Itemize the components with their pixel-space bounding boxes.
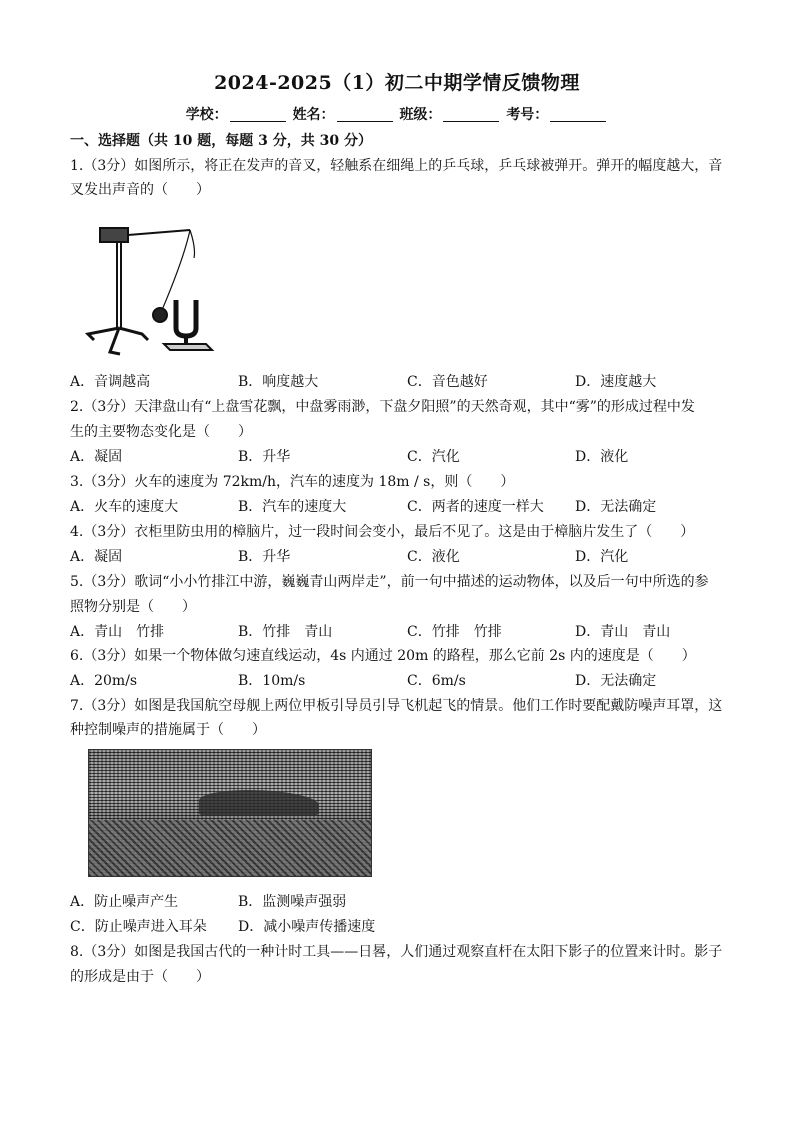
q3-option-d[interactable]: D．无法确定 [575, 499, 657, 515]
q4-option-c[interactable]: C．液化 [407, 549, 460, 565]
deck-texture [89, 820, 371, 876]
q5-option-b[interactable]: B．竹排 青山 [238, 624, 333, 640]
tuning-fork-pingpong-figure [80, 218, 220, 363]
name-blank[interactable] [337, 107, 393, 122]
name-label: 姓名： [292, 107, 335, 123]
q6-stem-line1: 6.（3分）如果一个物体做匀速直线运动，4s 内通过 20m 的路程，那么它前 2s 内的速度是（ ） [70, 648, 696, 664]
section-heading: 一、选择题（共 10 题，每题 3 分，共 30 分） [70, 133, 372, 149]
q5-option-c[interactable]: C．竹排 竹排 [407, 624, 502, 640]
q4-option-a[interactable]: A．凝固 [70, 549, 123, 565]
q5-stem-line2: 照物分别是（ ） [70, 599, 196, 615]
student-info-line [0, 104, 794, 124]
q8-stem-line1: 8.（3分）如图是我国古代的一种计时工具——日晷，人们通过观察直杆在太阳下影子的位置来计时。影子 [70, 944, 723, 960]
q7-stem-line1: 7.（3分）如图是我国航空母舰上两位甲板引导员引导飞机起飞的情景。他们工作时要配戴防噪声耳罩，这 [70, 698, 723, 714]
class-label: 班级： [399, 107, 442, 123]
exam-no-blank[interactable] [550, 107, 606, 122]
q5-option-a[interactable]: A．青山 竹排 [70, 624, 165, 640]
aircraft-shape [199, 790, 319, 816]
q7-option-d[interactable]: D．减小噪声传播速度 [238, 919, 376, 935]
page-title: 2024-2025（1）初二中期学情反馈物理 [214, 72, 580, 94]
q4-option-b[interactable]: B．升华 [238, 549, 291, 565]
q1-option-b[interactable]: B．响度越大 [238, 374, 319, 390]
q6-option-c[interactable]: C．6m/s [407, 673, 466, 689]
q1-stem-line2: 叉发出声音的（ ） [70, 182, 210, 198]
q4-stem-line1: 4.（3分）衣柜里防虫用的樟脑片，过一段时间会变小，最后不见了。这是由于樟脑片发生了（ ） [70, 524, 695, 540]
school-blank[interactable] [230, 107, 286, 122]
q7-option-a[interactable]: A．防止噪声产生 [70, 894, 179, 910]
q1-stem-line1: 1.（3分）如图所示，将正在发声的音叉，轻触系在细绳上的乒乓球，乒乓球被弹开。弹开的幅度越大，音 [70, 158, 723, 174]
q1-option-c[interactable]: C．音色越好 [407, 374, 488, 390]
q7-stem-line2: 种控制噪声的措施属于（ ） [70, 722, 266, 738]
q1-option-a[interactable]: A．音调越高 [70, 374, 151, 390]
q2-stem-line1: 2.（3分）天津盘山有“上盘雪花飘，中盘雾雨渺，下盘夕阳照”的天然奇观，其中“雾”的形成过程中发 [70, 399, 695, 415]
q3-option-c[interactable]: C．两者的速度一样大 [407, 499, 544, 515]
q6-option-b[interactable]: B．10m/s [238, 673, 306, 689]
aircraft-carrier-deck-photo [88, 749, 372, 877]
q8-stem-line2: 的形成是由于（ ） [70, 969, 210, 985]
exam-no-label: 考号： [506, 107, 549, 123]
q7-option-c[interactable]: C．防止噪声进入耳朵 [70, 919, 207, 935]
q5-stem-line1: 5.（3分）歌词“小小竹排江中游，巍巍青山两岸走”，前一句中描述的运动物体，以及后一句中所选的参 [70, 574, 709, 590]
q6-option-a[interactable]: A．20m/s [70, 673, 138, 689]
class-blank[interactable] [443, 107, 499, 122]
q5-option-d[interactable]: D．青山 青山 [575, 624, 671, 640]
q3-option-b[interactable]: B．汽车的速度大 [238, 499, 347, 515]
q3-option-a[interactable]: A．火车的速度大 [70, 499, 179, 515]
q4-option-d[interactable]: D．汽化 [575, 549, 629, 565]
q1-option-d[interactable]: D．速度越大 [575, 374, 657, 390]
school-label: 学校： [185, 107, 228, 123]
q7-option-b[interactable]: B．监测噪声强弱 [238, 894, 347, 910]
q2-option-a[interactable]: A．凝固 [70, 449, 123, 465]
q2-option-b[interactable]: B．升华 [238, 449, 291, 465]
q3-stem-line1: 3.（3分）火车的速度为 72km/h，汽车的速度为 18m / s，则（ ） [70, 474, 515, 490]
q2-stem-line2: 生的主要物态变化是（ ） [70, 424, 252, 440]
q2-option-d[interactable]: D．液化 [575, 449, 629, 465]
q2-option-c[interactable]: C．汽化 [407, 449, 460, 465]
q6-option-d[interactable]: D．无法确定 [575, 673, 657, 689]
